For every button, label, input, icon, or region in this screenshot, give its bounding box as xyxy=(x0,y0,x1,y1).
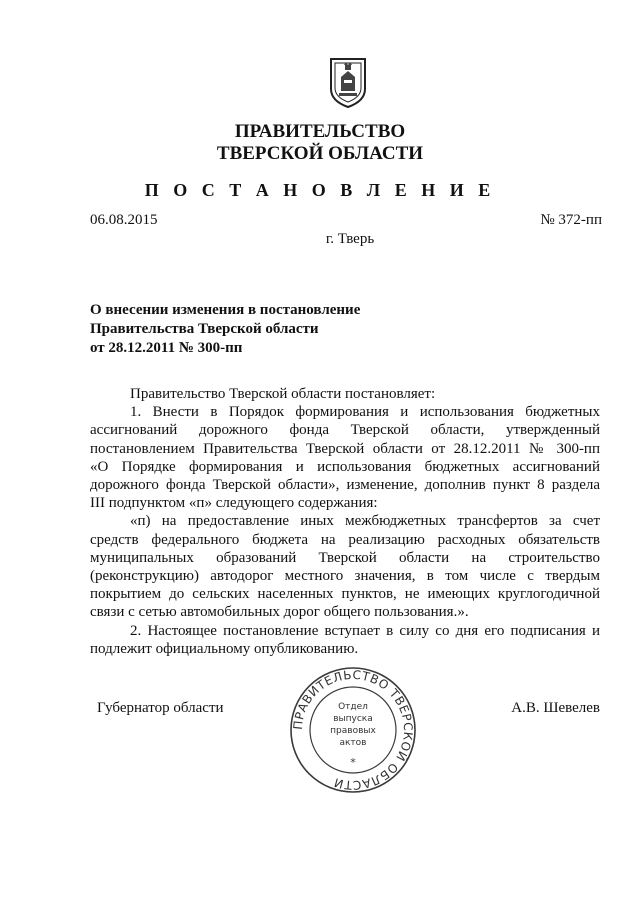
body-line: дорожного фонда Тверской области», изменение, дополнив пункт 8 раздела xyxy=(90,477,600,494)
stamp-text-line: Отдел xyxy=(338,702,368,712)
quote-line: средств федерального бюджета на реализацию расходных обязательств xyxy=(90,531,600,548)
body-line: подлежит официальному опубликованию. xyxy=(90,640,359,657)
intro-paragraph: Правительство Тверской области постановляет: xyxy=(130,386,436,402)
stamp-star: * xyxy=(350,756,356,769)
government-name-line2: ТВЕРСКОЙ ОБЛАСТИ xyxy=(216,143,424,164)
body-line: ассигнований дорожного фонда Тверской области, утвержденный xyxy=(90,422,600,439)
government-name-line1: ПРАВИТЕЛЬСТВО xyxy=(234,121,406,142)
quote-line: «п) на предоставление иных межбюджетных трансфертов за счет xyxy=(130,513,600,530)
quote-line: связи с сетью автомобильных дорог общего пользования.». xyxy=(90,604,469,621)
document-date: 06.08.2015 xyxy=(90,212,158,228)
document-body xyxy=(90,385,600,658)
quote-line: (реконструкцию) автодорог местного значения, в том числе с твердым xyxy=(90,568,600,585)
document-subject xyxy=(90,301,360,358)
tver-coat-of-arms-icon xyxy=(327,55,369,109)
stamp-text-line: выпуска xyxy=(333,714,373,724)
body-line: III подпунктом «п» следующего содержания: xyxy=(90,495,378,512)
official-stamp xyxy=(288,665,418,795)
document-city: г. Тверь xyxy=(325,231,375,247)
signer-title: Губернатор области xyxy=(97,700,224,716)
subject-line: Правительства Тверской области xyxy=(90,321,319,337)
quote-line: покрытием до сельских населенных пунктов, не имеющих круглогодичной xyxy=(90,586,600,603)
document-type-title: П О С Т А Н О В Л Е Н И Е xyxy=(144,180,496,200)
body-line: 1. Внести в Порядок формирования и использования бюджетных xyxy=(130,404,600,421)
subject-line: от 28.12.2011 № 300-пп xyxy=(90,340,243,356)
body-line: постановлением Правительства Тверской области от 28.12.2011 № 300-пп xyxy=(90,440,600,457)
signer-name: А.В. Шевелев xyxy=(511,700,600,716)
body-line: «О Порядке формирования и использования бюджетных ассигнований xyxy=(90,458,600,475)
stamp-outer-text: ПРАВИТЕЛЬСТВО ТВЕРСКОЙ ОБЛАСТИ xyxy=(290,667,416,793)
stamp-text-line: правовых xyxy=(330,726,376,736)
stamp-text-line: актов xyxy=(339,738,367,748)
quote-line: муниципальных образований Тверской области на строительство xyxy=(90,549,600,566)
body-line: 2. Настоящее постановление вступает в силу со дня его подписания и xyxy=(130,622,600,639)
subject-line: О внесении изменения в постановление xyxy=(90,302,361,318)
document-number: № 372-пп xyxy=(540,212,602,228)
